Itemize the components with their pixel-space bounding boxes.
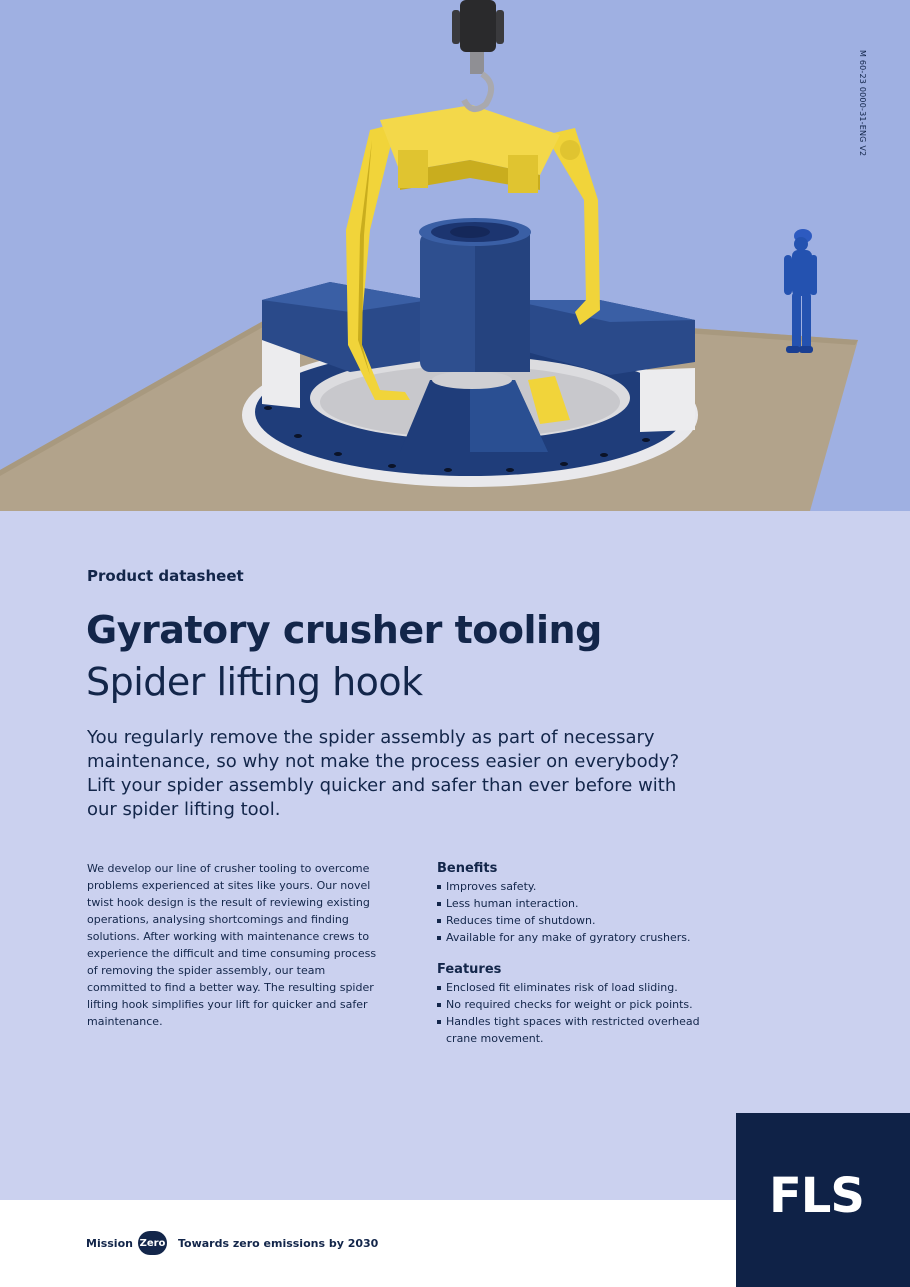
spider-lifting-hook-render xyxy=(0,0,910,511)
mission-zero-badge xyxy=(86,1231,378,1255)
benefits-list xyxy=(437,878,727,946)
mission-tagline: Towards zero emissions by 2030 xyxy=(177,1236,379,1250)
page-subtitle: Spider lifting hook xyxy=(86,660,423,704)
features-heading: Features xyxy=(437,962,502,977)
crane-hook xyxy=(464,74,491,109)
zero-label: Zero xyxy=(138,1231,167,1255)
fls-logo: FLS xyxy=(769,1168,864,1224)
document-reference: M 60-23 0000-31-ENG V2 xyxy=(858,50,867,157)
body-paragraph: We develop our line of crusher tooling to overcome problems experienced at sites like yours. Our novel twist hook design is the result of reviewing existing operations, analysing shortcomings and finding solutions. After working with maintenance crews to experience the difficult and time consuming process of removing the spider assembly, our team committed to find a better way. The resulting spider lifting hook simplifies your lift for quicker and safer maintenance. xyxy=(87,862,377,1028)
worker-figure xyxy=(784,229,817,353)
page-title: Gyratory crusher tooling xyxy=(86,608,602,652)
list-item: Available for any make of gyratory crushers. xyxy=(437,929,727,946)
list-item: No required checks for weight or pick points. xyxy=(437,996,727,1013)
intro-paragraph: You regularly remove the spider assembly as part of necessary maintenance, so why not make the process easier on everybody? Lift your spider assembly quicker and safer than ever before with our spider lifting tool. xyxy=(87,727,680,820)
document-type-label: Product datasheet xyxy=(87,567,244,585)
features-list xyxy=(437,979,727,1047)
crane-block xyxy=(460,0,496,52)
hero-illustration xyxy=(0,0,910,511)
list-item: Enclosed fit eliminates risk of load sliding. xyxy=(437,979,727,996)
list-item: Reduces time of shutdown. xyxy=(437,912,727,929)
benefits-section xyxy=(437,860,727,946)
mission-label: Mission xyxy=(86,1236,133,1250)
list-item: Less human interaction. xyxy=(437,895,727,912)
features-section xyxy=(437,961,727,1047)
list-item: Handles tight spaces with restricted overhead crane movement. xyxy=(437,1013,727,1047)
list-item: Improves safety. xyxy=(437,878,727,895)
benefits-heading: Benefits xyxy=(437,861,498,876)
